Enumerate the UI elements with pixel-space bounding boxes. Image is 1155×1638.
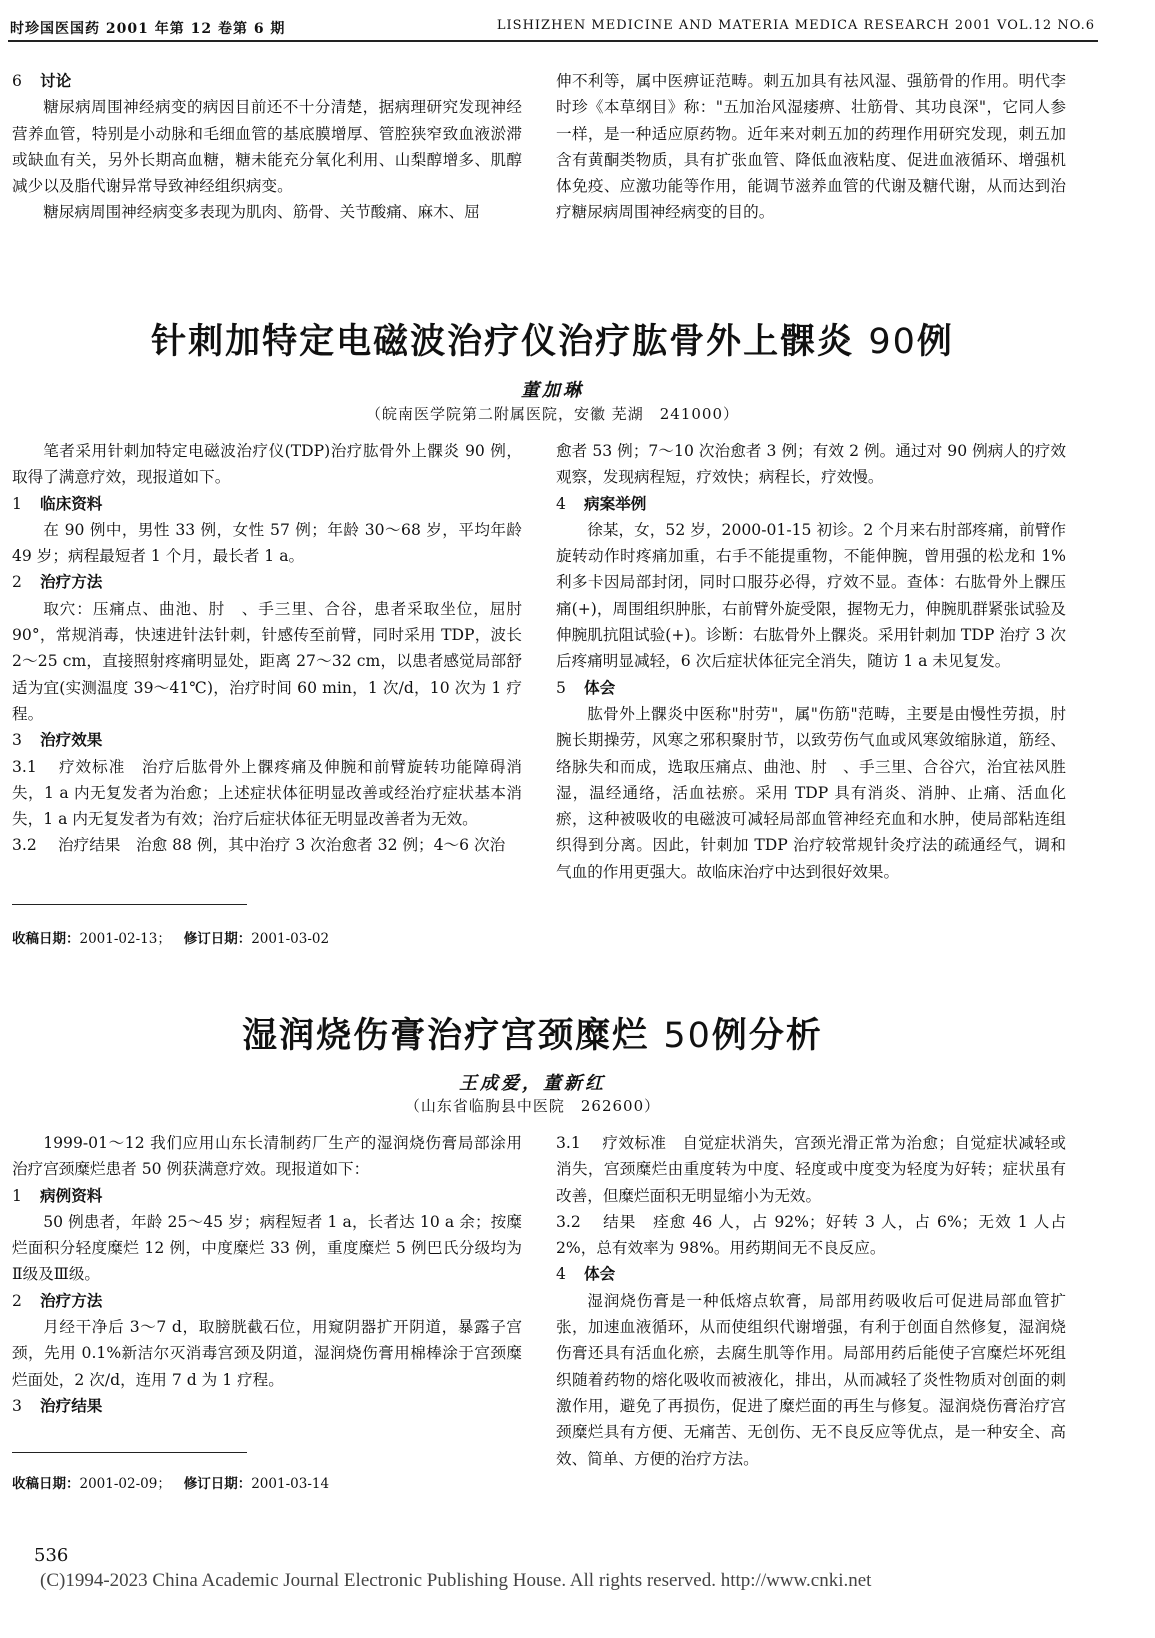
subsection-number: 3.2	[12, 836, 37, 855]
article2-title	[0, 1008, 1105, 1058]
subsection-paragraph	[12, 832, 522, 858]
revised-date: 2001-03-02	[251, 931, 330, 947]
continued-paragraph: 愈者 53 例；7～10 次治愈者 3 例；有效 2 例。通过对 90 例病人的疗效观察，发现病程短，疗效快；病程长，疗效慢。	[556, 442, 1066, 487]
section-number: 4	[556, 1265, 566, 1284]
article2-right-column	[556, 1130, 1066, 1472]
section-number: 2	[12, 573, 22, 592]
section-number: 6	[12, 72, 22, 90]
subsection-paragraph	[12, 754, 522, 833]
article2-title-end: 例分析	[711, 1016, 823, 1056]
section-title: 临床资料	[40, 493, 103, 513]
top-article-right-column	[556, 68, 1066, 226]
revised-date: 2001-03-14	[251, 1476, 330, 1492]
revised-label: 修订日期：	[183, 1476, 252, 1492]
section-heading	[12, 491, 522, 517]
subsection-paragraph	[556, 1209, 1066, 1262]
subsection-text: 疗效标准 自觉症状消失，宫颈光滑正常为治愈；自觉症状减轻或消失，宫颈糜烂由重度转为中度、轻度或中度变为轻度为好转；症状虽有改善，但糜烂面积无明显缩小为无效。	[556, 1134, 1066, 1205]
copyright-notice: (C)1994-2023 China Academic Journal Electronic Publishing House. All rights reserved. http://www.cnki.net	[40, 1570, 872, 1591]
section-number: 5	[556, 678, 566, 697]
article2-affiliation: （山东省临朐县中医院 262600）	[404, 1097, 661, 1115]
article1-affiliation: （皖南医学院第二附属医院，安徽 芜湖 241000）	[365, 405, 740, 423]
body-paragraph: 湿润烧伤膏是一种低熔点软膏，局部用药吸收后可促进局部血管扩张，加速血液循环，从而使组织代谢增强，有利于创面自然修复，湿润烧伤膏还具有活血化瘀，去腐生肌等作用。局部用药后能使子宫糜烂坏死组织随着药物的熔化吸收而被液化，排出，从而减轻了炎性物质对创面的刺激作用，避免了再损伤，促进了糜烂面的再生与修复。湿润烧伤膏治疗宫颈糜烂具有方便、无痛苦、无创伤、无不良反应等优点，是一种安全、高效、简单、方便的治疗方法。	[556, 1291, 1066, 1468]
journal-header-left: 时珍国医国药 2001 年第 12 卷第 6 期	[10, 21, 286, 37]
body-paragraph: 月经干净后 3～7 d，取膀胱截石位，用窥阴器扩开阴道，暴露子宫颈，先用 0.1%新洁尔灭消毒宫颈及阴道，湿润烧伤膏用棉棒涂于宫颈糜烂面处，2 次/d，连用 7 d 为 1 疗程。	[12, 1318, 522, 1389]
body-paragraph: 在 90 例中，男性 33 例，女性 57 例；年龄 30～68 岁，平均年龄 49 岁；病程最短者 1 个月，最长者 1 a。	[12, 520, 522, 566]
section-heading	[12, 1288, 522, 1314]
section-heading	[556, 491, 1066, 517]
continued-paragraph: 伸不利等，属中医痹证范畴。刺五加具有祛风湿、强筋骨的作用。明代李时珍《本草纲目》称："五加治风湿痿痹、壮筋骨、其功良深"，它同人参一样，是一种适应原药物。近年来对刺五加的药理作用研究发现，刺五加含有黄酮类物质，具有扩张血管、降低血液粘度、促进血液循环、增强机体免疫、应激功能等作用，能调节滋养血管的代谢及糖代谢，从而达到治疗糖尿病周围神经病变的目的。	[556, 72, 1066, 222]
article1-footnote-rule	[12, 904, 247, 905]
section-heading	[12, 1183, 522, 1209]
section-number: 1	[12, 494, 22, 513]
section-title: 病例资料	[40, 1185, 103, 1205]
article1-title-text: 针刺加特定电磁波治疗仪治疗肱骨外上髁炎	[151, 322, 855, 362]
article1-footnote	[12, 927, 329, 947]
article2-title-number: 50	[663, 1016, 712, 1056]
body-paragraph: 50 例患者，年龄 25～45 岁；病程短者 1 a，长者达 10 a 余；按糜烂面积分轻度糜烂 12 例，中度糜烂 33 例，重度糜烂 5 例巴氏分级均为Ⅱ级及Ⅲ级。	[12, 1212, 522, 1284]
body-paragraph: 笔者采用针刺加特定电磁波治疗仪(TDP)治疗肱骨外上髁炎 90 例，取得了满意疗效，现报道如下。	[12, 442, 522, 487]
body-paragraph: 1999-01～12 我们应用山东长清制药厂生产的湿润烧伤膏局部涂用治疗宫颈糜烂患者 50 例获满意疗效。现报道如下：	[12, 1134, 522, 1179]
section-number: 1	[12, 1186, 22, 1205]
article2-footnote	[12, 1472, 329, 1492]
section-title: 治疗结果	[40, 1395, 103, 1415]
section-title: 体会	[584, 677, 616, 697]
article1-right-column	[556, 438, 1066, 885]
article2-left-column	[12, 1130, 522, 1419]
received-label: 收稿日期：	[12, 931, 80, 947]
section-heading	[12, 68, 522, 94]
received-date: 2001-02-13；	[79, 931, 171, 947]
section-number: 3	[12, 1396, 22, 1415]
body-paragraph: 糖尿病周围神经病变多表现为肌肉、筋骨、关节酸痛、麻木、屈	[43, 203, 480, 222]
subsection-number: 3.1	[556, 1134, 581, 1152]
section-title: 病案举例	[584, 493, 647, 513]
subsection-text: 结果 痊愈 46 人，占 92%；好转 3 人，占 6%；无效 1 人占 2%，总有效率为 98%。用药期间无不良反应。	[556, 1212, 1066, 1258]
subsection-paragraph	[556, 1130, 1066, 1209]
body-paragraph: 肱骨外上髁炎中医称"肘劳"，属"伤筋"范畴，主要是由慢性劳损，肘腕长期操劳，风寒之邪积聚肘节，以致劳伤气血或风寒敛缩脉道，筋经、络脉失和而成，选取压痛点、曲池、肘 、手三里、合谷穴，治宜祛风胜湿，温经通络，活血祛瘀。采用 TDP 具有消炎、消肿、止痛、活血化瘀，这种被吸收的电磁波可减轻局部血管神经充血和水肿，使局部粘连组织得到分离。因此，针刺加 TDP 治疗较常规针灸疗法的疏通经气，调和气血的作用更强大。故临床治疗中达到很好效果。	[556, 704, 1066, 881]
section-number: 3	[12, 731, 22, 750]
article1-left-column	[12, 438, 522, 859]
section-heading	[12, 569, 522, 595]
article1-title	[0, 314, 1105, 364]
subsection-text: 疗效标准 治疗后肱骨外上髁疼痛及伸腕和前臂旋转功能障碍消失，1 a 内无复发者为治愈；上述症状体征明显改善或经治疗症状基本消失，1 a 内无复发者为有效；治疗后症状体征无明显改善者为无效。	[12, 757, 522, 829]
journal-header-right: LISHIZHEN MEDICINE AND MATERIA MEDICA RESEARCH 2001 VOL.12 NO.6	[496, 18, 1095, 33]
section-heading	[12, 727, 522, 753]
section-title: 讨论	[40, 71, 72, 90]
section-heading	[556, 675, 1066, 701]
article2-title-text: 湿润烧伤膏治疗宫颈糜烂	[242, 1016, 650, 1056]
article1-title-number: 90	[868, 322, 917, 362]
article1-title-end: 例	[916, 322, 954, 362]
article1-author: 董加琳	[521, 380, 584, 401]
section-title: 治疗方法	[40, 1290, 103, 1310]
body-paragraph: 糖尿病周围神经病变的病因目前还不十分清楚，据病理研究发现神经营养血管，特别是小动脉和毛细血管的基底膜增厚、管腔狭窄致血液淤滞或缺血有关，另外长期高血糖，糖未能充分氧化利用、山梨醇增多、肌醇减少以及脂代谢异常导致神经组织病变。	[12, 98, 522, 196]
section-number: 2	[12, 1291, 22, 1310]
subsection-number: 3.1	[12, 757, 37, 776]
subsection-text: 治疗结果 治愈 88 例，其中治疗 3 次治愈者 32 例；4～6 次治	[58, 836, 506, 855]
header-rule	[8, 40, 1098, 42]
subsection-number: 3.2	[556, 1212, 581, 1231]
received-label: 收稿日期：	[12, 1476, 80, 1492]
article2-authors: 王成爱，董新红	[459, 1073, 606, 1094]
body-paragraph: 取穴：压痛点、曲池、肘 、手三里、合谷，患者采取坐位，屈肘 90°，常规消毒，快速进针法针刺，针感传至前臂，同时采用 TDP，波长 2～25 cm，直接照射疼痛明显处，距离 27～32 cm，以患者感觉局部舒适为宜(实测温度 39～41℃)，治疗时间 60 min，1 次/d，10 次为 1 疗程。	[12, 599, 522, 723]
body-paragraph: 徐某，女，52 岁，2000-01-15 初诊。2 个月来右肘部疼痛，前臂作旋转动作时疼痛加重，右手不能提重物，不能伸腕，曾用强的松龙和 1%利多卡因局部封闭，同时口服芬必得，疗效不显。查体：右肱骨外上髁压痛(+)，周围组织肿胀，右前臂外旋受限，握物无力，伸腕肌群紧张试验及伸腕肌抗阻试验(+)。诊断：右肱骨外上髁炎。采用针刺加 TDP 治疗 3 次后疼痛明显减轻，6 次后症状体征完全消失，随访 1 a 未见复发。	[556, 520, 1066, 671]
section-heading	[12, 1393, 522, 1419]
page-number: 536	[34, 1545, 69, 1566]
section-title: 体会	[584, 1264, 616, 1284]
received-date: 2001-02-09；	[79, 1476, 171, 1492]
section-title: 治疗方法	[40, 572, 103, 592]
revised-label: 修订日期：	[183, 931, 252, 947]
section-title: 治疗效果	[40, 730, 103, 750]
article2-footnote-rule	[12, 1452, 247, 1453]
section-heading	[556, 1261, 1066, 1287]
top-article-left-column	[12, 68, 522, 226]
section-number: 4	[556, 494, 566, 513]
